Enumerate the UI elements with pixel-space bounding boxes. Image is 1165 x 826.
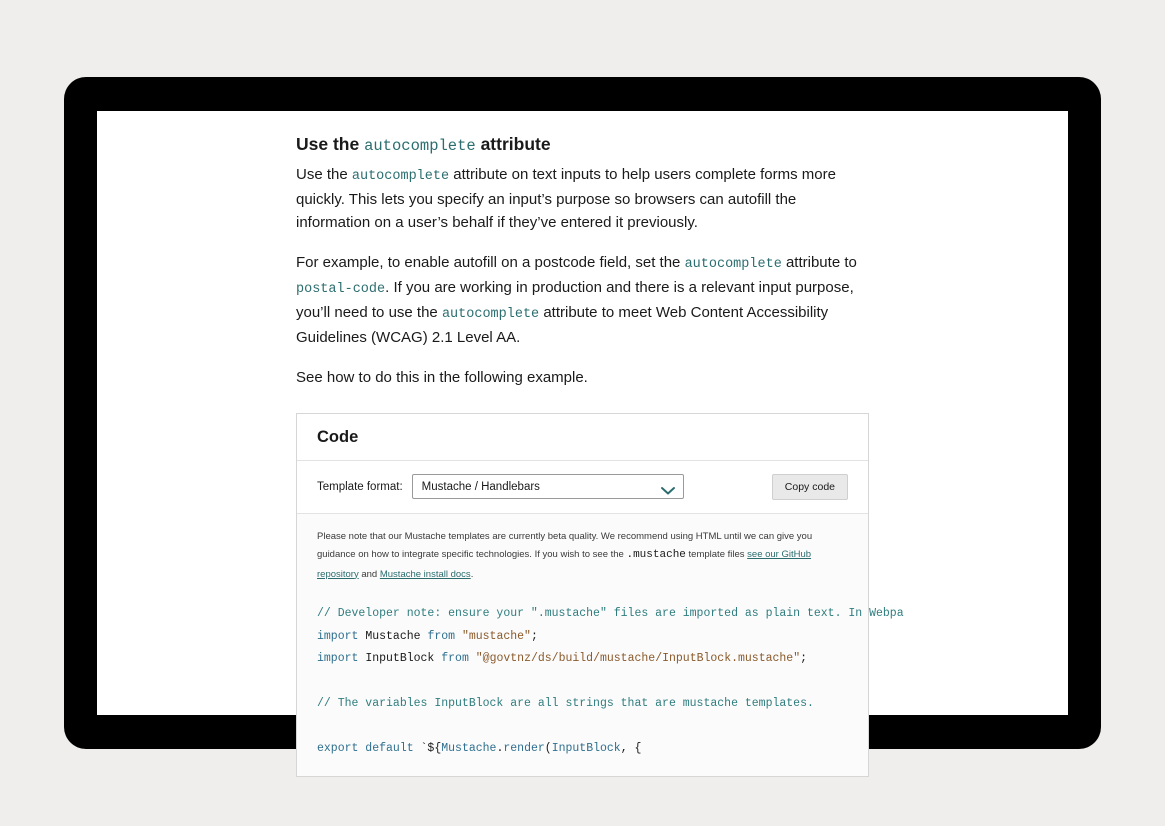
code-token: export default [317,741,414,755]
code-card-controls [297,461,868,514]
template-format-label: Template format: [317,480,403,493]
inline-text: Use the [296,165,352,183]
code-snippet [297,593,904,776]
inline-code: autocomplete [364,137,476,155]
code-card-header [297,414,868,461]
paragraph-example [296,251,871,349]
code-line [317,738,848,760]
code-token: Mustache [358,629,428,643]
inline-text: . If you are working in production and there is a relevant input purpose, you’ll need to use the [296,279,854,322]
inline-link[interactable]: see our GitHub repository [317,549,812,580]
code-token: ( [544,741,552,755]
inline-link[interactable]: Mustache install docs [379,568,471,580]
inline-text: Please note that our Mustache templates are currently beta quality. We recommend using HTML until we can give you guidance on how to integrate specific technologies. If you wish to see the [317,530,813,561]
device-screen [97,111,1068,755]
inline-code: postal-code [296,282,386,298]
code-token: . [496,741,504,755]
inline-text: attribute on text inputs to help users complete forms more quickly. This lets you specify an input’s purpose so browsers can autofill the information on a user’s behalf if they’ve entered it previously. [296,165,836,232]
inline-code: autocomplete [684,257,782,273]
mustache-beta-note [297,514,868,593]
inline-text: template files [685,549,748,561]
code-card [296,413,904,777]
inline-text: and [358,568,380,580]
chevron-down-icon [661,482,675,491]
inline-code: .mustache [626,549,686,562]
code-token: InputBlock [358,651,442,665]
copy-code-button[interactable]: Copy code [772,474,848,500]
code-token: , { [620,741,642,755]
code-token: Mustache [441,741,497,755]
code-token: ; [530,629,538,643]
code-token: "mustache" [455,629,531,643]
inline-text: attribute to [781,254,857,272]
code-token: from [441,651,469,665]
paragraph-intro [296,163,871,234]
inline-code: autocomplete [441,307,540,323]
page-content [97,111,1068,777]
code-line [317,648,848,670]
template-format-select[interactable] [412,474,684,499]
inline-text: . [470,568,474,580]
inline-text: For example, to enable autofill on a postcode field, set the [296,254,685,272]
code-token: from [427,629,456,643]
code-line [317,670,848,692]
inline-code: autocomplete [351,168,450,184]
code-token: // Developer note: ensure your ".mustache" files are imported as plain text. In Webpa [317,607,904,621]
inline-text: attribute to meet Web Content Accessibility Guidelines (WCAG) 2.1 Level AA. [296,304,829,347]
code-line [317,603,904,625]
code-token: ; [800,651,808,665]
code-token: "@govtnz/ds/build/mustache/InputBlock.mustache" [468,651,801,665]
inline-text: Use the [296,134,365,154]
code-token: InputBlock [551,741,621,755]
code-line [317,626,848,648]
code-token: render [503,741,545,755]
inline-text: attribute [475,134,551,154]
code-token: import [317,629,359,643]
page-title [296,133,871,157]
device-frame [64,77,1101,755]
article-column [296,133,871,390]
inline-text: See how to do this in the following example. [296,369,588,387]
code-line [317,693,848,715]
code-line [317,715,848,737]
paragraph-see-example [296,366,871,389]
template-format-value: Mustache / Handlebars [421,480,540,493]
code-token: `${ [413,741,442,755]
code-card-title: Code [317,427,359,446]
code-token: // The variables InputBlock are all strings that are mustache templates. [317,696,814,710]
code-token: import [317,651,359,665]
